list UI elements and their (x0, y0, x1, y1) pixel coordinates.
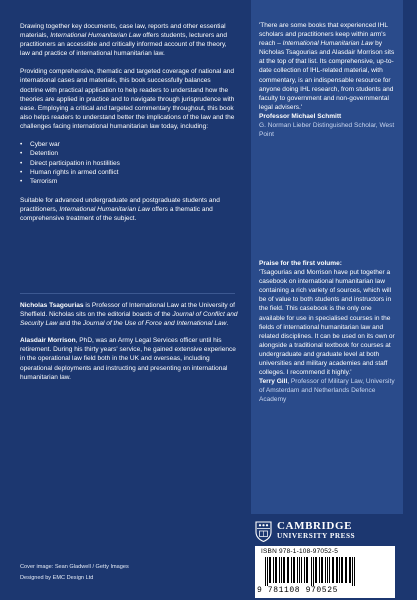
isbn-barcode (255, 546, 395, 598)
barcode-bars (261, 557, 389, 586)
book-title-italic: International Humanitarian Law (50, 32, 141, 40)
publisher-logo (255, 518, 407, 544)
barcode-digits: 9 781108 970525 (257, 586, 339, 595)
isbn-label: ISBN 978-1-108-97052-5 (261, 548, 339, 555)
description-paragraph-2: Providing comprehensive, thematic and targeted coverage of national and international cases and materials, this book successfully balances doctrine with practical application to help readers to understand how the theories are applied in practice and to navigate through jurisprudence with ease. Employing a critical and targeted commentary throughout, this book also helps readers to understand better the implications of the law and the challenges facing international humanitarian law today, including: (20, 68, 235, 130)
design-credit: Designed by EMC Design Ltd (20, 575, 94, 581)
author-name: Nicholas Tsagourias (20, 302, 84, 309)
description-paragraph-3: Suitable for advanced undergraduate and postgraduate students and practitioners, International Humanitarian Law offers a thematic and comprehensive treatment of the subject. (20, 196, 220, 222)
endorser-name: Professor Michael Schmitt (259, 112, 342, 120)
topics-list (20, 140, 235, 186)
endorser-title: G. Norman Lieber Distinguished Scholar, West Point (259, 122, 395, 139)
endorser-name: Terry Gill (259, 378, 288, 386)
author-bios (20, 301, 242, 390)
author-bio-tsagourias: Nicholas Tsagourias is Professor of International Law at the University of Sheffield. Nicholas sits on the editorial boards of the Journal of Conflict and Security Law and the Journal of the Use of Force and International Law. (20, 302, 238, 328)
praise-heading: Praise for the first volume: (259, 260, 342, 267)
author-bio-morrison: Alasdair Morrison, PhD, was an Army Legal Services officer until his retirement. During his thirty years' service, he gained extensive experience in the operational law field both in the UK and overseas, including operational deployments and instructing and presenting on international humanitarian law. (20, 337, 236, 381)
praise-quote-gill: Praise for the first volume: 'Tsagourias and Morrison have put together a casebook on international humanitarian law containing a rich variety of sources, which will be of value to both students and instructors in the field. This casebook is the only one available for use in specialised courses in the fields of international humanitarian law and related disciplines. It can be used on its own or alongside a traditional textbook for courses at undergraduate and graduate level at both universities and military academies and staff colleges. I recommend it highly.' Terry Gill, Professor of Military Law, University of Amsterdam and Netherlands Defence Academy (259, 259, 399, 405)
book-description (20, 22, 235, 232)
topic-item: • Terrorism (20, 177, 235, 186)
section-divider (20, 293, 235, 294)
topic-item: • Cyber war (20, 140, 235, 149)
publisher-subname: UNIVERSITY PRESS (277, 531, 356, 540)
praise-quote-schmitt: 'There are some books that experienced IHL scholars and practitioners keep within arm's reach – International Humanitarian Law by Nicholas Tsagourias and Alasdair Morrison sits at the top of that list. Its comprehensive, up-to-date collection of IHL-related material, with commentary, is an indispensable resource for anyone doing IHL research, from students and faculty to government and non-governmental legal advisers.' Professor Michael Schmitt G. Norman Lieber Distinguished Scholar, West Point (259, 21, 399, 139)
topic-item: • Detention (20, 149, 235, 158)
book-title-italic: International Humanitarian Law (59, 205, 150, 213)
description-paragraph-1: Drawing together key documents, case law, reports and other essential materials, International Humanitarian Law offers students, lecturers and practitioners an accessible and critically informed account of the theory, law and practice of international humanitarian law. (20, 23, 227, 58)
publisher-name: CAMBRIDGE (277, 520, 353, 532)
cambridge-shield-icon (255, 521, 272, 542)
book-title-italic: International Humanitarian Law (282, 40, 374, 48)
endorser-title: Professor of Military Law, University of Amsterdam and Netherlands Defence Academy (259, 378, 395, 404)
topic-item: • Human rights in armed conflict (20, 168, 235, 177)
credits (20, 562, 129, 584)
journal-title: Journal of the Use of Force and International Law (82, 320, 227, 328)
cover-image-credit: Cover image: Sean Gladwell / Getty Images (20, 564, 129, 570)
author-name: Alasdair Morrison (20, 337, 76, 345)
topic-item: • Direct participation in hostilities (20, 159, 235, 168)
journal-title: Journal of Conflict and Security Law (20, 311, 238, 328)
